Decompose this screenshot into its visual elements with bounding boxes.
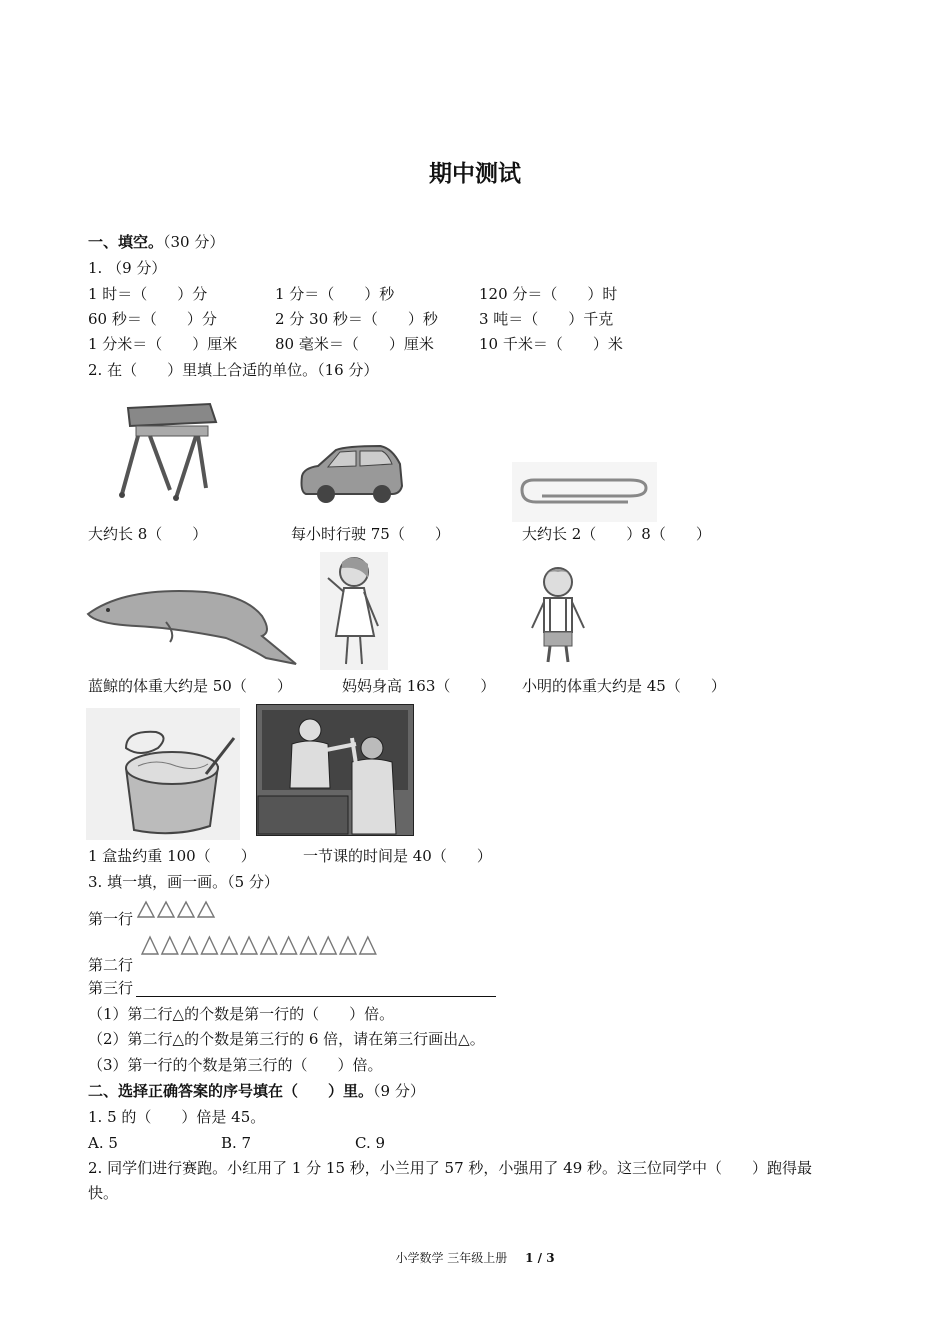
page-footer [0,1248,950,1268]
q1-item: 3 吨＝（ ）千克 [479,310,614,328]
triangle [281,937,297,954]
page-title: 期中测试 [429,161,521,187]
triangle [360,937,376,954]
triangle [182,937,198,954]
caption-salt: 1 盒盐约重 100（ ） [88,847,256,865]
boy-image [528,562,590,668]
choice-2-question: 2. 同学们进行赛跑。小红用了 1 分 15 秒，小兰用了 57 秒，小强用了 49 秒。这三位同学中（ ）跑得最 [88,1159,813,1177]
q2-label: 2. 在（ ）里填上合适的单位。（16 分） [88,361,379,379]
desk-image [110,398,220,502]
row1-label: 第一行 [88,910,134,928]
triangle [201,937,217,954]
choice-1-question: 1. 5 的（ ）倍是 45。 [88,1108,266,1126]
section-1-title: 一、填空。 [88,233,164,251]
q1-item: 1 分＝（ ）秒 [275,285,395,303]
caption-car: 每小时行驶 75（ ） [291,525,450,543]
section-2-title: 二、选择正确答案的序号填在（ ）里。 [88,1082,374,1100]
choice-1-option-a: A. 5 [88,1134,118,1152]
triangle [142,937,158,954]
whale-image [86,572,298,668]
salt-box-image [86,708,240,840]
caption-paper-clip: 大约长 2（ ）8（ ） [522,525,711,543]
choice-1-option-c: C. 9 [355,1134,386,1152]
caption-boy: 小明的体重大约是 45（ ） [522,677,726,695]
row3-label: 第三行 [88,979,134,997]
footer-text: 小学数学 三年级上册 [395,1251,508,1265]
triangle [158,902,174,917]
caption-whale: 蓝鲸的体重大约是 50（ ） [88,677,292,695]
row1-triangles [136,900,220,920]
q1-item: 60 秒＝（ ）分 [88,310,217,328]
triangle [221,937,237,954]
row2-label: 第二行 [88,956,134,974]
q1-item: 1 分米＝（ ）厘米 [88,335,238,353]
caption-desk: 大约长 8（ ） [88,525,208,543]
row2-triangles [140,935,386,957]
triangle [300,937,316,954]
triangle [261,937,277,954]
triangle [138,902,154,917]
section-1-heading [88,232,224,252]
triangle [198,902,214,917]
section-2-heading [88,1081,425,1101]
page-number: 1 / 3 [525,1251,555,1265]
triangle [340,937,356,954]
q3-sub1: （1）第二行△的个数是第一行的（ ）倍。 [88,1005,395,1023]
paper-clip-image [512,462,657,522]
triangle [241,937,257,954]
choice-1-option-b: B. 7 [221,1134,252,1152]
q3-label: 3. 填一填，画一画。（5 分） [88,873,279,891]
section-2-points: （9 分） [373,1082,425,1100]
q3-sub2: （2）第二行△的个数是第三行的 6 倍，请在第三行画出△。 [88,1030,485,1048]
caption-mom: 妈妈身高 163（ ） [342,677,496,695]
q1-label: 1. （9 分） [88,259,167,277]
row3-answer-line[interactable] [136,996,496,997]
caption-class: 一节课的时间是 40（ ） [303,847,492,865]
mom-image [320,552,388,670]
classroom-image [256,704,414,836]
q1-item: 120 分＝（ ）时 [479,285,618,303]
q1-item: 1 时＝（ ）分 [88,285,208,303]
section-1-points: （30 分） [163,233,225,251]
car-image [296,442,406,504]
q1-item: 80 毫米＝（ ）厘米 [275,335,434,353]
triangle [320,937,336,954]
triangle [178,902,194,917]
choice-2-question-cont: 快。 [88,1184,119,1202]
q3-sub3: （3）第一行的个数是第三行的（ ）倍。 [88,1056,383,1074]
triangle [162,937,178,954]
q1-item: 10 千米＝（ ）米 [479,335,623,353]
q1-item: 2 分 30 秒＝（ ）秒 [275,310,438,328]
